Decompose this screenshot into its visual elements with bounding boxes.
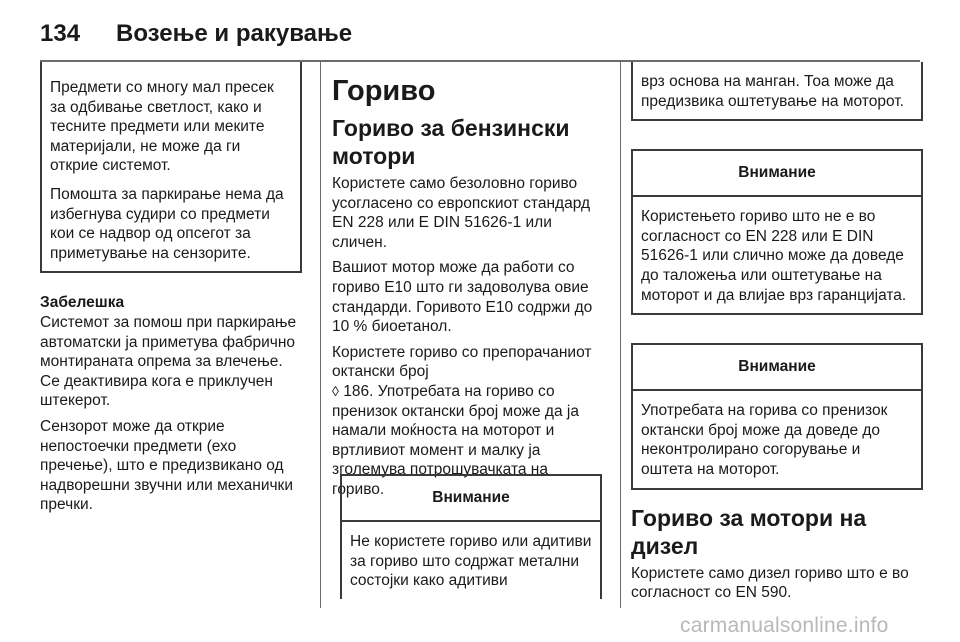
note-paragraph-1: Системот за помош при паркирање автоматски ја приметува фабрично монтираната опрема за влечење. Се деактивира кога е приклучен штекерот. [40,313,297,410]
column-divider-1 [320,62,321,608]
warning-title: Внимание [342,476,600,522]
fuel-paragraph-3-start: Користете гориво со препорачаниот октански број [332,343,592,381]
fuel-paragraph-1: Користете само безоловно гориво усогласено со европскиот стандард EN 228 или E DIN 51626-1 или сличен. [332,175,590,251]
column-divider-2 [620,62,621,608]
continued-warning-text: врз основа на манган. Тоа може да предизвика оштетување на моторот. [641,73,904,110]
column-3 [631,62,923,603]
subheading-diesel-engines: Гориво за мотори на дизел [631,504,867,559]
column-1 [40,62,302,515]
warning-title: Внимание [633,345,921,391]
warning-box-octane [631,343,923,489]
continued-warning-box [631,62,923,121]
note-block [40,293,302,515]
page-number: 134 [40,20,81,47]
fuel-paragraph-3-end: 186. Употребата на гориво со пренизок октански број може да ја намали моќноста на моторот и вртливиот момент и малку ја зголемува потрошувачката на гориво. [332,382,579,498]
note-paragraph-2: Сензорот може да открие непостоечки предмети (ехо пречење), што е предизвикано од надворешни звучни или механички пречки. [40,417,293,514]
section-heading-fuel: Гориво [332,75,436,107]
box-paragraph-2: Помошта за паркирање нема да избегнува судири со предмети кои се надвор од опсегот за приметување на сензорите. [50,185,284,262]
warning-box-metallic-additives [340,474,602,599]
box-paragraph-1: Предмети со многу мал пресек за одбивање светлост, како и тесните предмети или меките материјали, не може да ги открие системот. [50,79,274,175]
page-title: Возење и ракување [116,20,353,47]
warning-text: Користењето гориво што не е во согласност со EN 228 или E DIN 51626-1 или слично може да доведе до таложења или оштетување на моторот и да влијае врз гаранцијата. [641,208,907,304]
cross-reference-icon: ◊ [332,382,339,399]
continued-box [40,62,302,273]
warning-text: Не користете гориво или адитиви за гориво што содржат метални состојки како адитиви [350,533,592,590]
watermark: carmanualsonline.info [680,614,889,637]
diesel-paragraph: Користете само дизел гориво што е во согласност со EN 590. [631,564,909,602]
warning-title: Внимание [633,151,921,197]
subheading-petrol-engines: Гориво за бензински мотори [332,115,570,169]
warning-text: Употребата на горива со пренизок октански број може да доведе до неконтролирано согорување и оштета на моторот. [641,402,888,478]
note-title: Забелешка [40,294,125,312]
fuel-paragraph-2: Вашиот мотор може да работи со гориво E10 што ги задоволува овие стандарди. Горивото E10 содржи до 10 % биоетанол. [332,259,593,336]
column-2 [332,62,602,608]
warning-box-fuel-standard [631,149,923,315]
page-header [40,16,920,52]
